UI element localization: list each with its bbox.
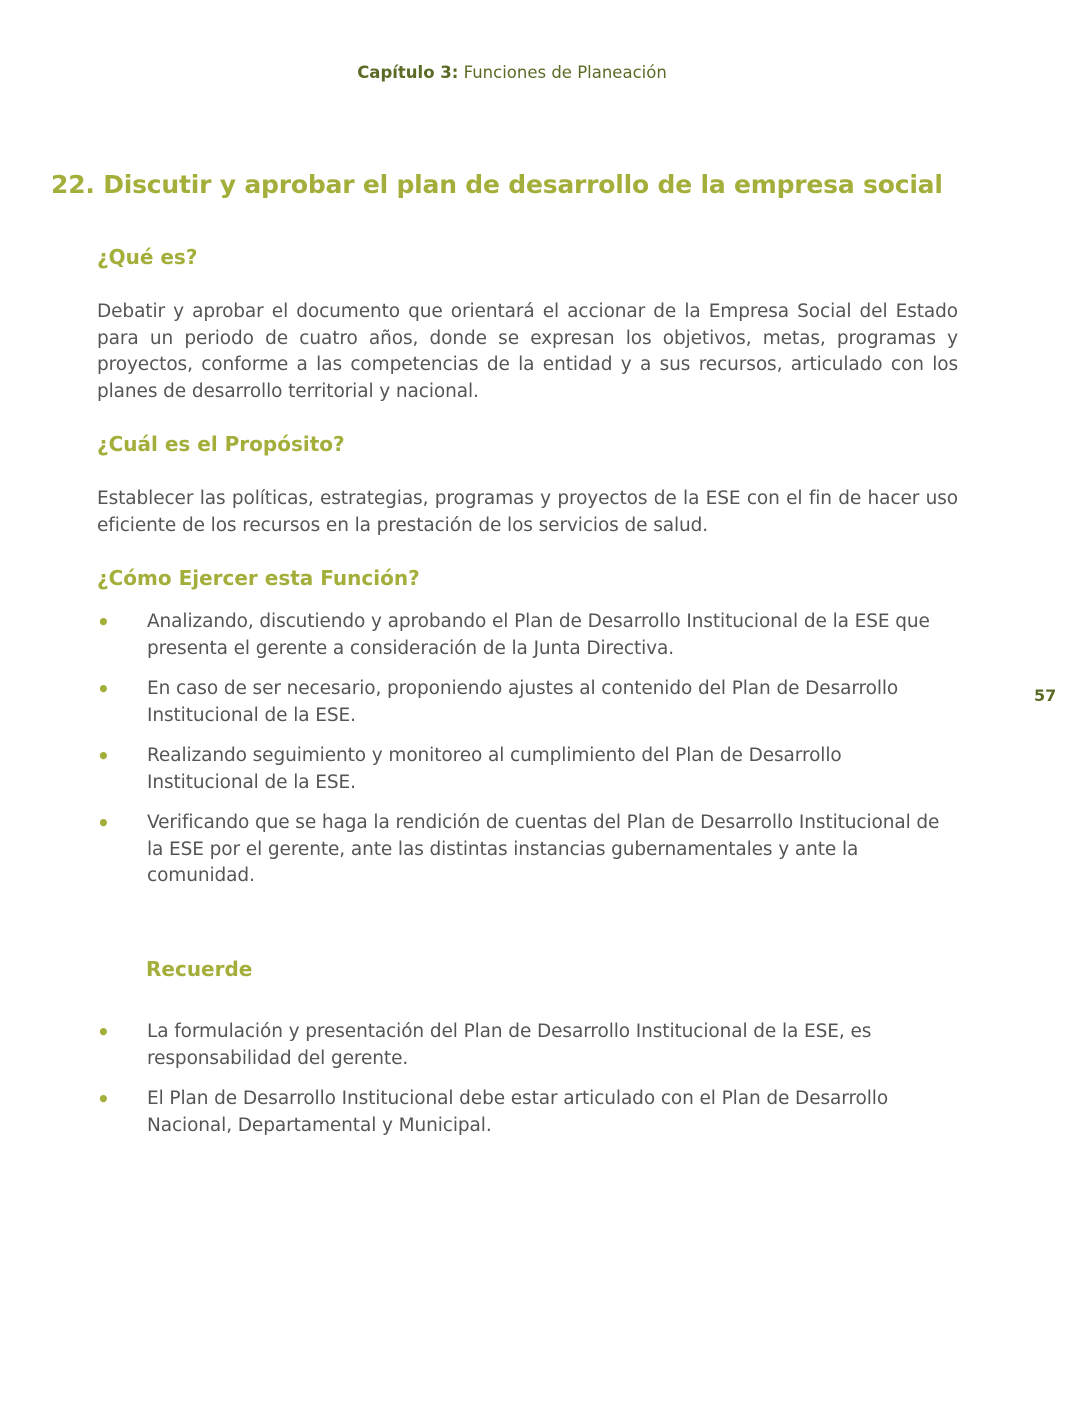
list-item — [97, 743, 959, 796]
que-es-text: Debatir y aprobar el documento que orientará el accionar de la Empresa Social del Estado para un periodo de cuatro años, donde se expresan los objetivos, metas, programas y proyectos, conforme a las competencias de la entidad y a sus recursos, articulado con los planes de desarrollo territorial y nacional. — [97, 301, 958, 402]
list-item-text: Verificando que se haga la rendición de cuentas del Plan de Desarrollo Institucional de la ESE por el gerente, ante las distintas instancias gubernamentales y ante la comunidad. — [147, 812, 940, 886]
list-item-text: El Plan de Desarrollo Institucional debe estar articulado con el Plan de Desarrollo Nacional, Departamental y Municipal. — [147, 1088, 889, 1136]
list-item-text: La formulación y presentación del Plan de Desarrollo Institucional de la ESE, es responsabilidad del gerente. — [147, 1021, 872, 1069]
list-item — [97, 1019, 959, 1072]
bullet-icon: • — [97, 610, 110, 634]
recuerde-list — [97, 1019, 959, 1153]
list-item — [97, 810, 959, 890]
list-item — [97, 676, 959, 729]
recuerde-heading: Recuerde — [146, 957, 253, 981]
bullet-icon: • — [97, 811, 110, 835]
proposito-text: Establecer las políticas, estrategias, programas y proyectos de la ESE con el fin de hacer uso eficiente de los recursos en la prestación de los servicios de salud. — [97, 488, 958, 536]
chapter-label: Capítulo 3: — [357, 63, 459, 82]
que-es-heading: ¿Qué es? — [97, 245, 198, 269]
proposito-heading: ¿Cuál es el Propósito? — [97, 432, 345, 456]
bullet-icon: • — [97, 677, 110, 701]
list-item-text: Analizando, discutiendo y aprobando el Plan de Desarrollo Institucional de la ESE que presenta el gerente a consideración de la Junta Directiva. — [147, 611, 930, 659]
running-header — [0, 63, 1024, 82]
list-item — [97, 609, 959, 662]
como-ejercer-heading: ¿Cómo Ejercer esta Función? — [97, 566, 420, 590]
page-number: 57 — [1034, 686, 1057, 705]
bullet-icon: • — [97, 1020, 110, 1044]
bullet-icon: • — [97, 1087, 110, 1111]
list-item-text: En caso de ser necesario, proponiendo ajustes al contenido del Plan de Desarrollo Institucional de la ESE. — [147, 678, 899, 726]
chapter-title: Funciones de Planeación — [463, 63, 667, 82]
list-item-text: Realizando seguimiento y monitoreo al cumplimiento del Plan de Desarrollo Institucional de la ESE. — [147, 745, 842, 793]
como-ejercer-list — [97, 609, 959, 904]
section-title: 22. Discutir y aprobar el plan de desarrollo de la empresa social — [51, 170, 943, 199]
list-item — [97, 1086, 959, 1139]
bullet-icon: • — [97, 744, 110, 768]
